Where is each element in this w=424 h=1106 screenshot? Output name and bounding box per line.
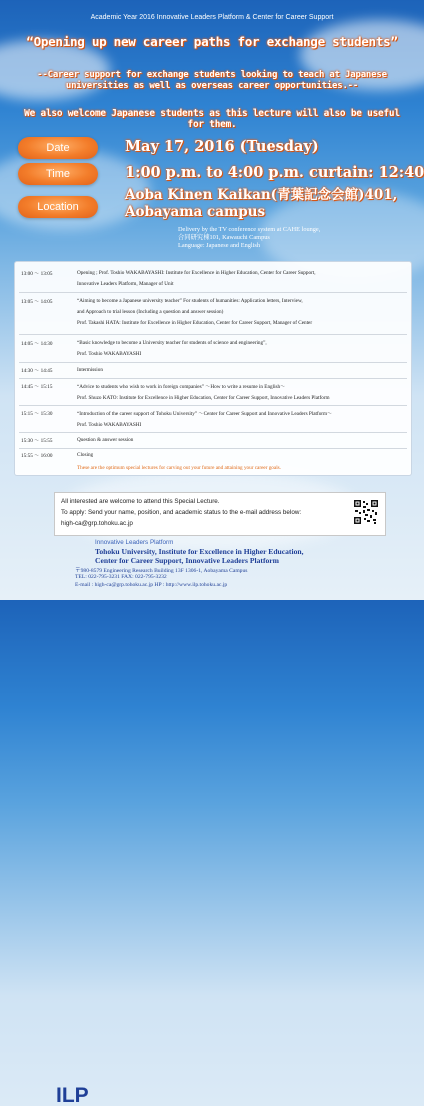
schedule-line: Innovative Leaders Platform, Manager of Unit [77, 281, 174, 287]
subtitle [14, 70, 410, 92]
location-value [125, 187, 397, 221]
schedule-text [77, 437, 407, 443]
row-divider [19, 334, 407, 335]
schedule-text [77, 298, 407, 326]
footer-phone: TEL: 022-795-3231 FAX: 022-795-3232 [75, 574, 167, 580]
welcome-line-1: We also welcome Japanese students as this lecture will also be useful [24, 108, 400, 119]
row-divider [19, 362, 407, 363]
schedule-time: 15:30 ～ 15:55 [21, 438, 53, 444]
qr-code-icon[interactable] [353, 499, 379, 525]
headline: “Opening up new career paths for exchange students” [26, 34, 398, 49]
schedule-line: “Aiming to become a Japanese university teacher” For students of humanities: Application letters, Interview, [77, 298, 303, 304]
row-divider [19, 448, 407, 449]
row-divider [19, 405, 407, 406]
subtitle-line-1: --Career support for exchange students looking to teach at Japanese [37, 70, 387, 80]
subtitle-line-2: universities as well as overseas career opportunities.-- [65, 81, 359, 91]
schedule-line: “Introduction of the career support of Tohoku University” ～Center for Career Support and Innovative Leaders Platform～ [77, 411, 333, 417]
schedule-time: 14:30 ～ 14:45 [21, 368, 53, 374]
schedule-line: “Advice to students who wish to work in foreign companies” ～How to write a resume in English～ [77, 384, 286, 390]
schedule-time: 15:55 ～ 16:00 [21, 453, 53, 459]
schedule-line: Intermission [77, 367, 103, 373]
schedule-time: 15:15 ～ 15:30 [21, 411, 53, 417]
schedule-line: Prof. Shuzo KATO: Institute for Excellence in Higher Education, Center for Career Support, Innovative Leaders Platform [77, 395, 330, 401]
schedule-line: Question & answer session [77, 437, 134, 443]
schedule-text [77, 383, 407, 401]
contact-email[interactable]: high-ca@grp.tohoku.ac.jp [61, 520, 133, 527]
schedule-time: 14:05 ～ 14:30 [21, 341, 53, 347]
delivery-line-2: 合同研究棟101, Kawauchi Campus [178, 234, 270, 241]
schedule-line: Closing [77, 452, 94, 458]
schedule-line: Prof. Toshio WAKABAYASHI [77, 422, 142, 428]
time-value: 1:00 p.m. to 4:00 p.m. curtain: 12:40 [125, 164, 424, 181]
ilp-logo-text: ILP [56, 1084, 89, 1106]
schedule-time: 14:45 ～ 15:15 [21, 384, 53, 390]
header-top-line: Academic Year 2016 Innovative Leaders Platform & Center for Career Support [90, 14, 334, 21]
delivery-line-1: Delivery by the TV conference system at CAHE lounge, [178, 226, 321, 233]
schedule-text [77, 410, 407, 428]
schedule-text [77, 367, 407, 373]
time-label: Time [18, 163, 98, 185]
schedule-time: 13:00 ～ 13:05 [21, 271, 53, 277]
footer-institution-2: Center for Career Support, Innovative Leaders Platform [95, 556, 279, 565]
schedule-line: and Approach to trial lesson (Including a question and answer session) [77, 309, 224, 315]
schedule-table [14, 261, 412, 476]
ilp-logo-icon [56, 1082, 92, 1106]
location-line-1: Aoba Kinen Kaikan(青葉記念会館)401, [125, 187, 398, 203]
footer-institution-1: Tohoku University, Institute for Excellence in Higher Education, [95, 547, 304, 556]
schedule-line: Opening ; Prof. Toshio WAKABAYASHI: Institute for Excellence in Higher Education, Center for Career Support, [77, 270, 316, 276]
contact-box [54, 492, 386, 536]
schedule-line: Prof. Toshio WAKABAYASHI [77, 351, 142, 357]
contact-line-2: To apply: Send your name, position, and academic status to the e-mail address below: [61, 509, 302, 516]
date-label: Date [18, 137, 98, 159]
schedule-text [77, 340, 407, 357]
delivery-line-3: Language: Japanese and English [178, 242, 261, 249]
footer-tagline: Innovative Leaders Platform [95, 539, 174, 546]
schedule-note-text: These are the optimum special lectures for carving out your future and attaining your career goals. [77, 465, 281, 471]
location-label: Location [18, 196, 98, 218]
welcome-line-2: for them. [187, 119, 237, 130]
schedule-text [77, 452, 407, 458]
welcome-note [14, 108, 410, 130]
row-divider [19, 432, 407, 433]
schedule-line: Prof. Takashi HATA: Institute for Excellence in Higher Education, Center for Career Support, Manager of Center [77, 320, 313, 326]
row-divider [19, 292, 407, 293]
delivery-note [178, 226, 320, 250]
footer-address: 〒980-8579 Engineering Research Building 13F 1306-1, Aobayama Campus [75, 568, 248, 574]
schedule-time: 13:05 ～ 14:05 [21, 299, 53, 305]
date-value: May 17, 2016 (Tuesday) [125, 138, 319, 155]
schedule-text [77, 270, 407, 287]
contact-line-1: All interested are welcome to attend this Special Lecture. [61, 498, 220, 505]
location-line-2: Aobayama campus [125, 204, 266, 220]
schedule-line: “Basic knowledge to become a University teacher for students of science and engineering”, [77, 340, 267, 346]
footer-web[interactable]: E-mail : high-ca@grp.tohoku.ac.jp HP : http://www.ilp.tohoku.ac.jp [75, 582, 228, 588]
row-divider [19, 378, 407, 379]
